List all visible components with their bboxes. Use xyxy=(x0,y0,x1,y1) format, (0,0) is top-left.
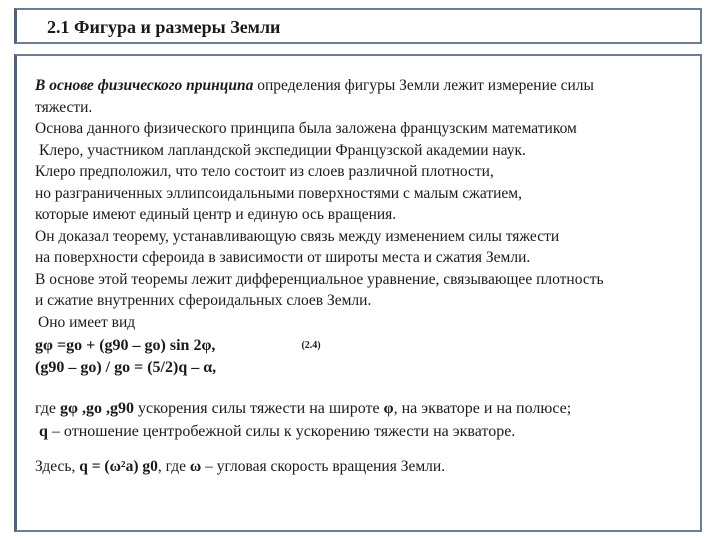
final-line xyxy=(35,456,707,478)
where-prefix: где xyxy=(35,400,61,417)
text-line-6: но разграниченных эллипсоидальными поверхностями с малым сжатием, xyxy=(35,184,522,202)
text-line-2: тяжести. xyxy=(35,98,93,116)
formula-1-text: gφ =gо + (g90 – gо) sin 2φ, xyxy=(35,337,216,354)
content-text xyxy=(35,75,707,478)
content-box xyxy=(14,54,702,532)
q-formula: q = (ω²a) g0 xyxy=(79,458,158,475)
formula-clairaut: (g90 – gо) / gо = (5/2)q – α, xyxy=(35,358,217,376)
text-line-7: которые имеют единый центр и единую ось вращения. xyxy=(35,206,397,223)
text-line-4: Клеро, участником лапландской экспедиции Французской академии наук. xyxy=(39,141,526,159)
omega-symbol: ω xyxy=(189,458,202,475)
text-line-11: и сжатие внутренних сфероидальных слоев Земли. xyxy=(35,292,372,309)
text-line-3: Основа данного физического принципа была заложена французским математиком xyxy=(35,120,577,137)
equation-number: (2.4) xyxy=(301,340,321,351)
where-text-1: ускорения силы тяжести на широте xyxy=(134,400,384,417)
text-line-9: на поверхности сфероида в зависимости от широты места и сжатия Земли. xyxy=(35,249,531,266)
text-line-1 xyxy=(35,75,707,97)
emphasis-text: В основе физического принципа xyxy=(35,77,254,94)
q-definition-line xyxy=(35,421,707,443)
text-line-10: В основе этой теоремы лежит дифференциальное уравнение, связывающее плотность xyxy=(35,270,604,288)
slide-title: 2.1 Фигура и размеры Земли xyxy=(47,17,281,37)
text-line-5: Клеро предположил, что тело состоит из слоев различной плотности, xyxy=(35,163,494,180)
gravity-symbols: gφ ,gо ,g90 xyxy=(60,400,134,417)
title-box xyxy=(14,8,702,44)
phi-symbol: φ xyxy=(383,400,394,417)
text-line-12: Оно имеет вид xyxy=(38,313,136,331)
final-rest: – угловая скорость вращения Земли. xyxy=(201,458,446,475)
text-line-1-rest: определения фигуры Земли лежит измерение силы xyxy=(253,77,594,94)
final-prefix: Здесь, xyxy=(35,458,80,475)
where-text-2: , на экваторе и на полюсе; xyxy=(393,400,572,417)
text-line-8: Он доказал теорему, устанавливающую связь между изменением силы тяжести xyxy=(35,227,560,245)
q-symbol: q xyxy=(39,422,48,440)
final-mid: , где xyxy=(157,458,190,475)
q-definition-text: – отношение центробежной силы к ускорению тяжести на экваторе. xyxy=(47,422,516,440)
formula-gravity-latitude xyxy=(35,335,707,357)
where-line xyxy=(35,398,707,420)
